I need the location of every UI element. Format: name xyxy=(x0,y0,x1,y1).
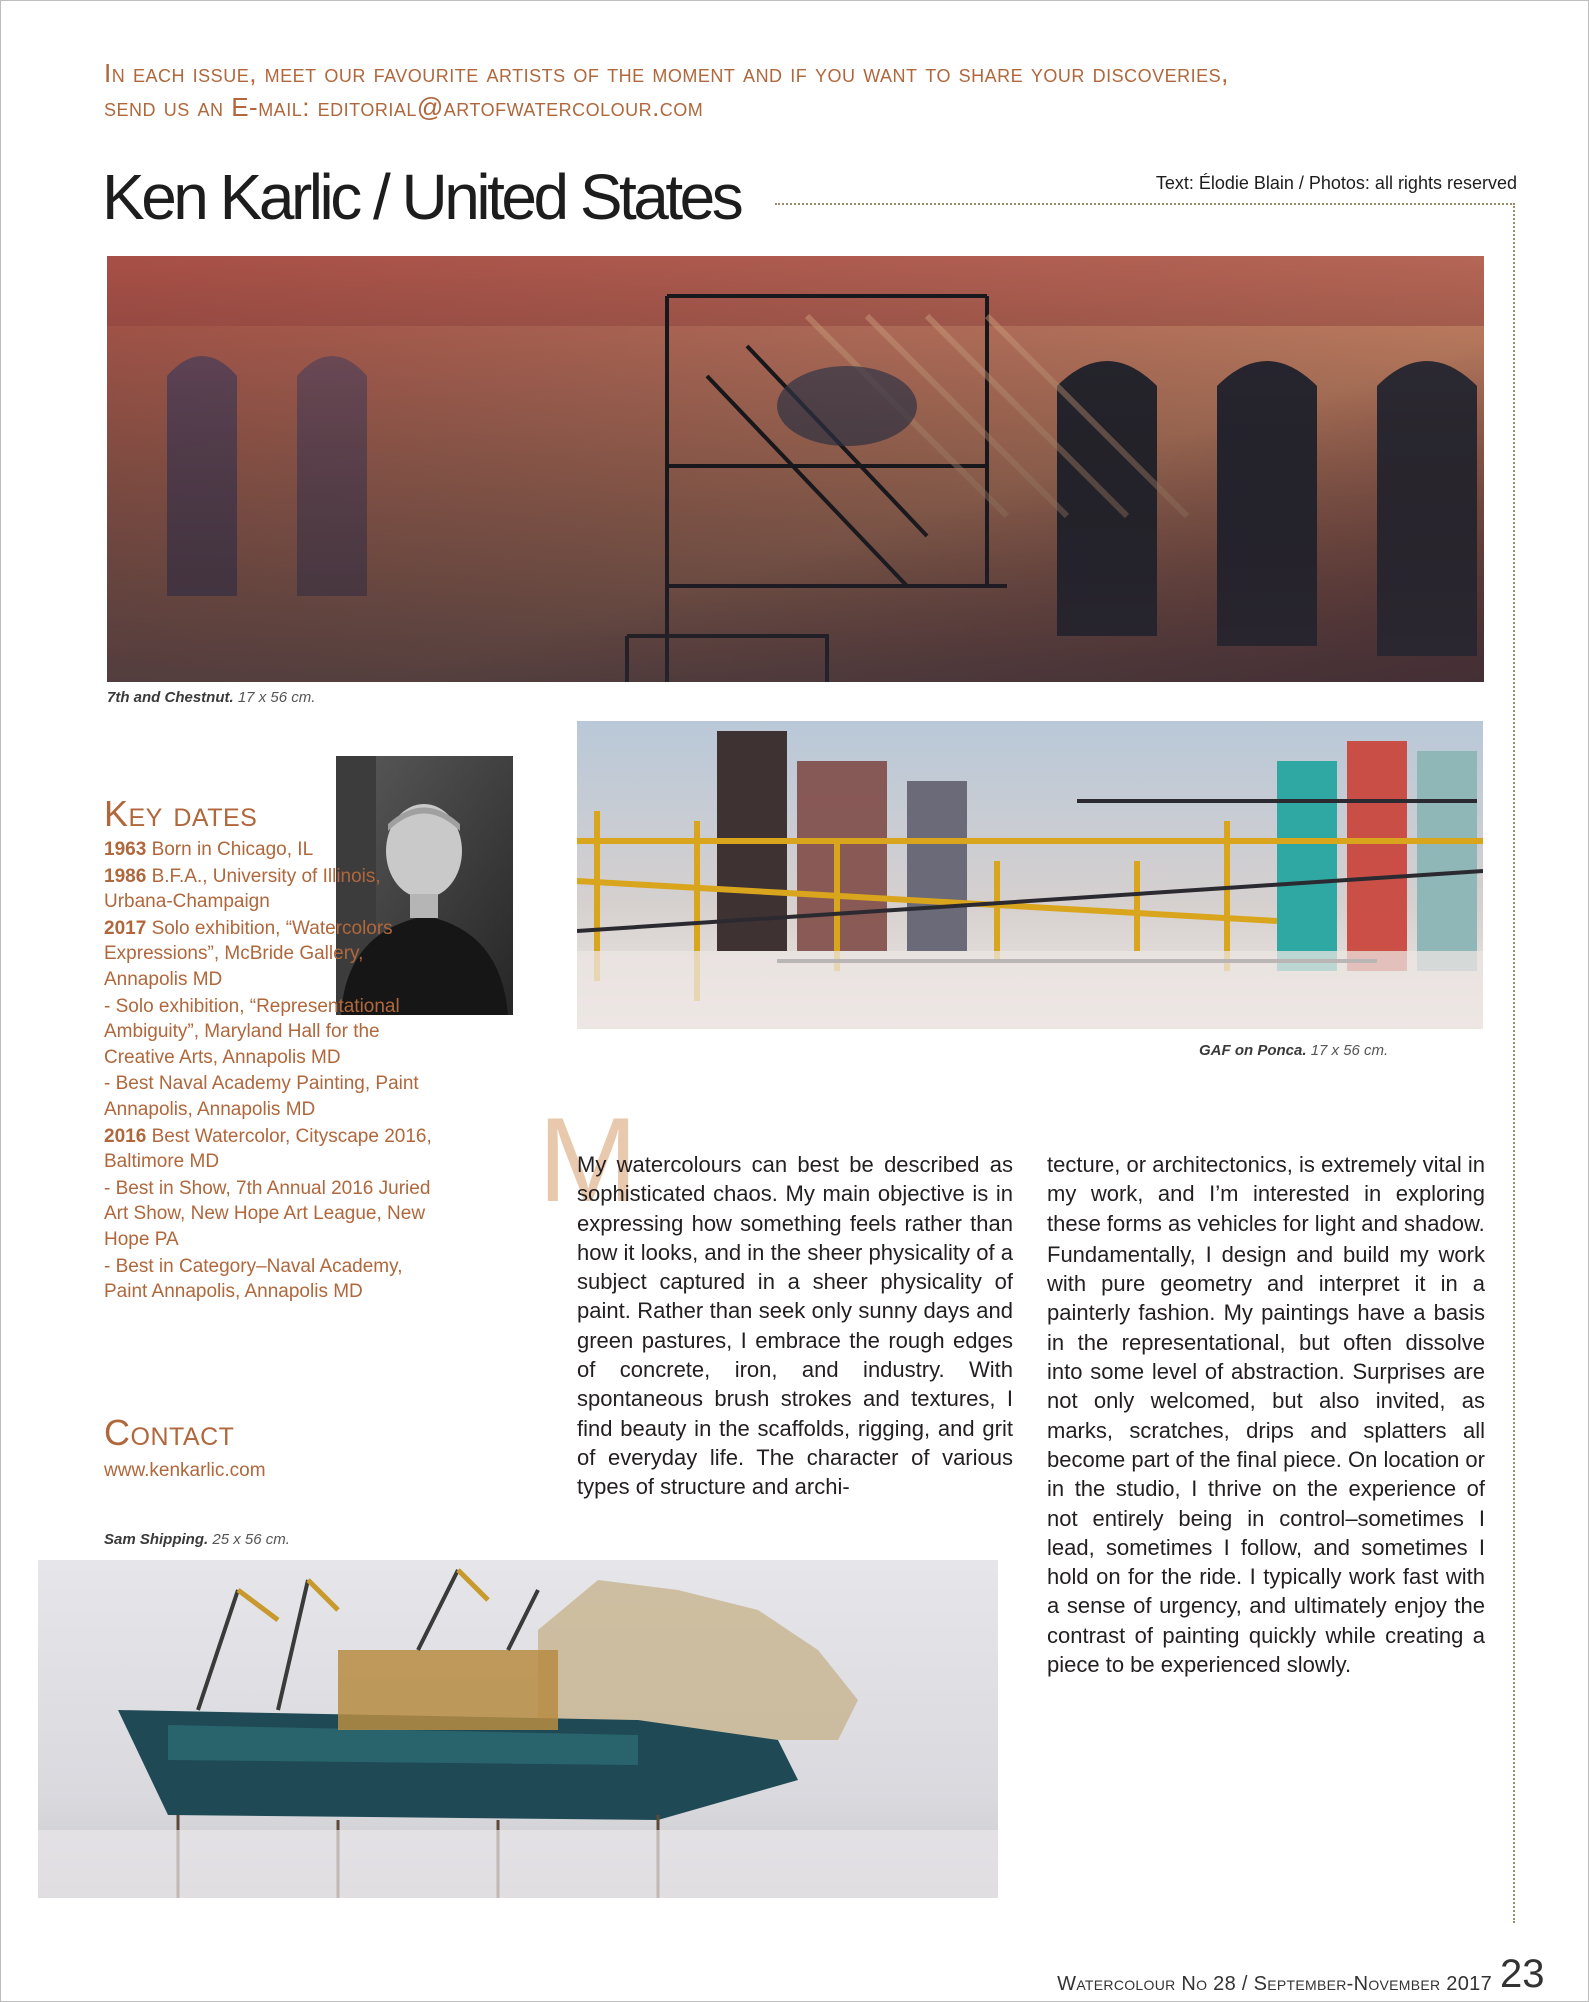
intro-text xyxy=(104,56,1464,124)
contact-website-link[interactable]: www.kenkarlic.com xyxy=(104,1460,266,1481)
caption-chestnut-title: 7th and Chestnut. xyxy=(107,689,234,706)
caption-sam-shipping xyxy=(104,1531,290,1548)
caption-7th-and-chestnut xyxy=(107,689,315,706)
key-date-year: 1963 xyxy=(104,839,147,860)
intro-line-2: send us an E-mail: editorial@artofwatercolour.com xyxy=(104,92,704,122)
drop-cap: M xyxy=(538,1093,638,1227)
key-date-year: 2016 xyxy=(104,1125,147,1147)
key-date-item xyxy=(104,994,444,1071)
caption-ponca-size: 17 x 56 cm. xyxy=(1310,1042,1389,1059)
photo-credit: Text: Élodie Blain / Photos: all rights reserved xyxy=(1155,173,1517,193)
caption-shipping-title: Sam Shipping. xyxy=(104,1531,209,1548)
key-date-text: Solo exhibition, “Watercolors Expressions”, McBride Gallery, Annapolis MD xyxy=(104,917,393,990)
dotted-rule-vertical xyxy=(1513,203,1515,1923)
key-date-item xyxy=(104,837,444,863)
key-date-text: - Best in Category–Naval Academy, Paint Annapolis, Annapolis MD xyxy=(104,1255,403,1303)
key-date-item xyxy=(104,864,444,915)
key-date-item xyxy=(104,1071,444,1122)
body-paragraph: tecture, or architectonics, is extremely vital in my work, and I’m interested in exploring these forms as vehicles for light and shadow. xyxy=(1047,1152,1485,1236)
caption-ponca-title: GAF on Ponca. xyxy=(1199,1042,1307,1059)
painting-gaf-on-ponca xyxy=(577,721,1483,1029)
key-date-year: 2017 xyxy=(104,917,147,939)
intro-line-1: In each issue, meet our favourite artists of the moment and if you want to share your discoveries, xyxy=(104,58,1229,88)
caption-chestnut-size: 17 x 56 cm. xyxy=(237,689,316,706)
key-date-item xyxy=(104,916,444,993)
key-date-text: B.F.A., University of Illinois, Urbana-Champaign xyxy=(104,865,381,913)
key-date-text: Born in Chicago, IL xyxy=(151,839,314,860)
key-date-text: - Solo exhibition, “Representational Ambiguity”, Maryland Hall for the Creative Arts, Annapolis MD xyxy=(104,995,400,1068)
key-date-item xyxy=(104,1124,444,1175)
key-date-text: - Best Naval Academy Painting, Paint Annapolis, Annapolis MD xyxy=(104,1073,419,1120)
body-column-1: My watercolours can best be described as sophisticated chaos. My main objective is in expressing how something feels rather than how it looks, and in the sheer physicality of a subject captured in a sheer physicality of paint. Rather than seek only sunny days and green pastures, I embrace the rough edges of concrete, iron, and industry. With spontaneous brush strokes and textures, I find beauty in the scaffolds, rigging, and grit of everyday life. The character of various types of structure and archi- xyxy=(577,1152,1013,1500)
key-dates-list xyxy=(104,837,444,1306)
body-column-2 xyxy=(1047,1150,1485,1681)
painting-sam-shipping xyxy=(38,1560,998,1898)
footer-publication: Watercolour No 28 / September-November 2017 xyxy=(1057,1973,1492,1995)
key-date-item xyxy=(104,1254,444,1305)
painting-7th-and-chestnut xyxy=(107,256,1484,682)
article-title: Ken Karlic / United States xyxy=(102,161,741,233)
page-number: 23 xyxy=(1500,1952,1545,1996)
dotted-rule-horizontal xyxy=(775,203,1515,205)
body-paragraph: Fundamentally, I design and build my work with pure geometry and interpret it in a painterly fashion. My paintings have a basis in the representational, but often dissolve into some level of abstraction. Surprises are not only welcomed, but also invited, as marks, scratches, drips and splatters all become part of the final piece. On location or in the studio, I thrive on the experience of not entirely being in control–sometimes I lead, sometimes I follow, and sometimes I hold on for the ride. I typically work fast with a sense of urgency, and ultimately enjoy the contrast of painting quickly while creating a piece to be experienced slowly. xyxy=(1047,1241,1485,1678)
key-date-year: 1986 xyxy=(104,865,147,887)
key-dates-heading: Key dates xyxy=(104,793,258,834)
key-date-text: Best Watercolor, Cityscape 2016, Baltimore MD xyxy=(104,1125,432,1173)
key-date-text: - Best in Show, 7th Annual 2016 Juried Art Show, New Hope Art League, New Hope PA xyxy=(104,1177,431,1250)
caption-gaf-on-ponca xyxy=(1199,1042,1388,1059)
key-date-item xyxy=(104,1176,444,1253)
caption-shipping-size: 25 x 56 cm. xyxy=(212,1531,290,1548)
contact-heading: Contact xyxy=(104,1412,235,1453)
